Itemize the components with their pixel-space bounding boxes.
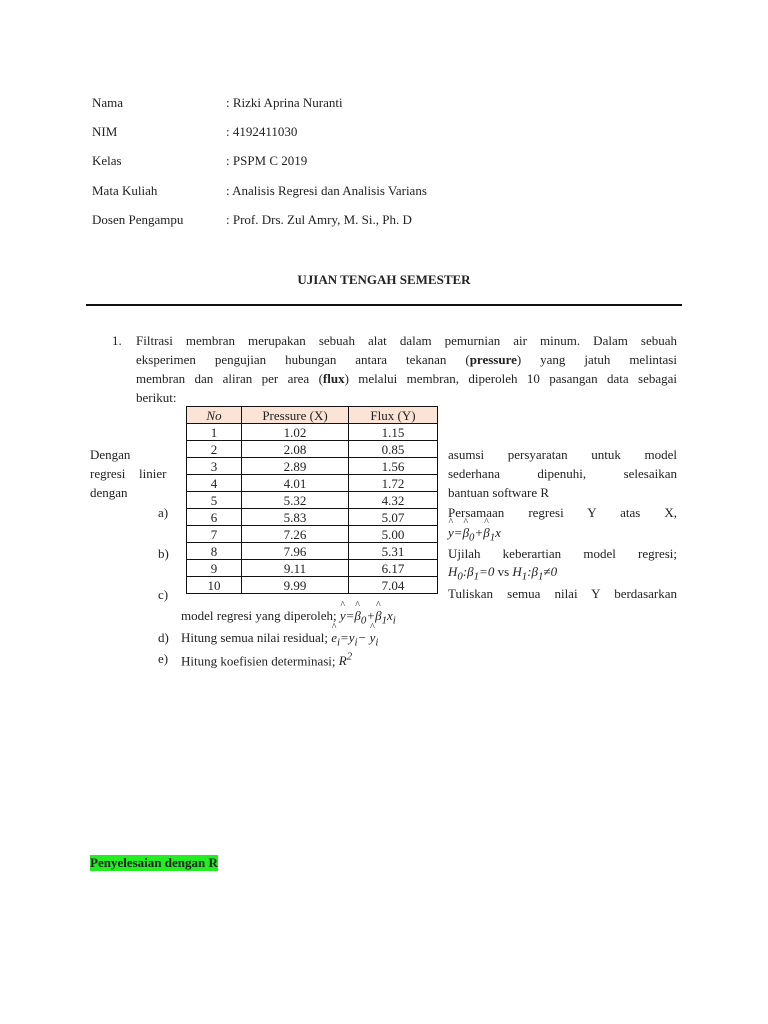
header-no: No — [187, 407, 242, 424]
cell-no: 10 — [187, 577, 242, 594]
cell-no: 3 — [187, 458, 242, 475]
cell-no: 2 — [187, 441, 242, 458]
value-nim: : 4192411030 — [226, 124, 298, 139]
part-a-text: Persamaan regresi Y atas X, — [448, 505, 677, 520]
header-flux: Flux (Y) — [349, 407, 438, 424]
part-b-label: b) — [158, 546, 169, 561]
table-row — [187, 424, 438, 441]
cell-pressure: 9.99 — [242, 577, 349, 594]
part-e-text: Hitung koefisien determinasi; $R^2$ — [181, 651, 353, 669]
table-row — [187, 526, 438, 543]
table-row — [187, 543, 438, 560]
question-line-3: membran dan aliran per area (flux) melalui membran, diperoleh 10 pasangan data sebagai — [136, 371, 677, 386]
cell-pressure: 2.08 — [242, 441, 349, 458]
value-kelas: : PSPM C 2019 — [226, 153, 308, 168]
label-nim: NIM — [92, 124, 118, 139]
value-nama: : Rizki Aprina Nuranti — [226, 95, 343, 110]
cell-flux: 1.15 — [349, 424, 438, 441]
cell-no: 7 — [187, 526, 242, 543]
part-a-label: a) — [158, 505, 169, 520]
header-pressure: Pressure (X) — [242, 407, 349, 424]
table-row — [187, 509, 438, 526]
cell-no: 1 — [187, 424, 242, 441]
cell-no: 8 — [187, 543, 242, 560]
table-row — [187, 577, 438, 594]
part-c-text: Tuliskan semua nilai Y berdasarkan — [448, 586, 677, 601]
cell-pressure: 7.96 — [242, 543, 349, 560]
label-kelas: Kelas — [92, 153, 122, 168]
question-line-2: eksperimen pengujian hubungan antara tekanan (pressure) yang jatuh melintasi — [136, 352, 677, 367]
cell-pressure: 2.89 — [242, 458, 349, 475]
part-d-text: Hitung semua nilai residual; ^ $e_i=y_i-$ ^ $y_i$ — [181, 630, 378, 649]
cell-flux: 1.72 — [349, 475, 438, 492]
cell-pressure: 1.02 — [242, 424, 349, 441]
cell-no: 5 — [187, 492, 242, 509]
question-number: 1. — [112, 333, 122, 348]
cell-no: 4 — [187, 475, 242, 492]
cell-flux: 4.32 — [349, 492, 438, 509]
left-text-dengan: Dengan — [90, 447, 131, 462]
part-a-formula: ^ y=^ $\beta_0+\^{}$ $\beta_1x$ — [448, 525, 501, 544]
left-text-linier: linier — [139, 466, 167, 481]
label-mata-kuliah: Mata Kuliah — [92, 183, 158, 198]
table-header-row — [187, 407, 438, 424]
cell-flux: 1.56 — [349, 458, 438, 475]
part-e-label: e) — [158, 651, 169, 666]
value-dosen: : Prof. Drs. Zul Amry, M. Si., Ph. D — [226, 212, 412, 227]
cell-pressure: 5.32 — [242, 492, 349, 509]
table-row — [187, 475, 438, 492]
cell-flux: 5.00 — [349, 526, 438, 543]
cell-flux: 5.07 — [349, 509, 438, 526]
cell-pressure: 7.26 — [242, 526, 349, 543]
table-row — [187, 560, 438, 577]
right-text-3: bantuan software R — [448, 485, 550, 500]
title-divider — [86, 304, 682, 306]
cell-pressure: 4.01 — [242, 475, 349, 492]
cell-pressure: 9.11 — [242, 560, 349, 577]
value-mata-kuliah: : Analisis Regresi dan Analisis Varians — [226, 183, 427, 198]
cell-flux: 0.85 — [349, 441, 438, 458]
table-row — [187, 492, 438, 509]
data-table — [186, 406, 438, 594]
cell-no: 6 — [187, 509, 242, 526]
cell-flux: 7.04 — [349, 577, 438, 594]
part-d-label: d) — [158, 630, 169, 645]
solution-heading: Penyelesaian dengan R — [90, 855, 218, 870]
cell-flux: 6.17 — [349, 560, 438, 577]
page-title: UJIAN TENGAH SEMESTER — [297, 272, 471, 287]
question-line-1: Filtrasi membran merupakan sebuah alat dalam pemurnian air minum. Dalam sebuah — [136, 333, 677, 348]
label-dosen: Dosen Pengampu — [92, 212, 184, 227]
left-text-dengan-2: dengan — [90, 485, 128, 500]
part-b-formula: $H_0:\beta_1=0$ vs $H_1:\beta_1\ne 0$ — [448, 564, 558, 583]
label-nama: Nama — [92, 95, 124, 110]
cell-flux: 5.31 — [349, 543, 438, 560]
part-c-label: c) — [158, 587, 169, 602]
question-line-4: berikut: — [136, 390, 177, 405]
table-row — [187, 458, 438, 475]
cell-no: 9 — [187, 560, 242, 577]
right-text-2: sederhana dipenuhi, selesaikan — [448, 466, 677, 481]
right-text-1: asumsi persyaratan untuk model — [448, 447, 677, 462]
cell-pressure: 5.83 — [242, 509, 349, 526]
table-row — [187, 441, 438, 458]
left-text-regresi: regresi — [90, 466, 126, 481]
part-b-text: Ujilah keberartian model regresi; — [448, 546, 677, 561]
part-c-line2: model regresi yang diperoleh; ^ y=^ $\beta_0+\^{}$ $\beta_1x_i$ — [181, 608, 396, 627]
